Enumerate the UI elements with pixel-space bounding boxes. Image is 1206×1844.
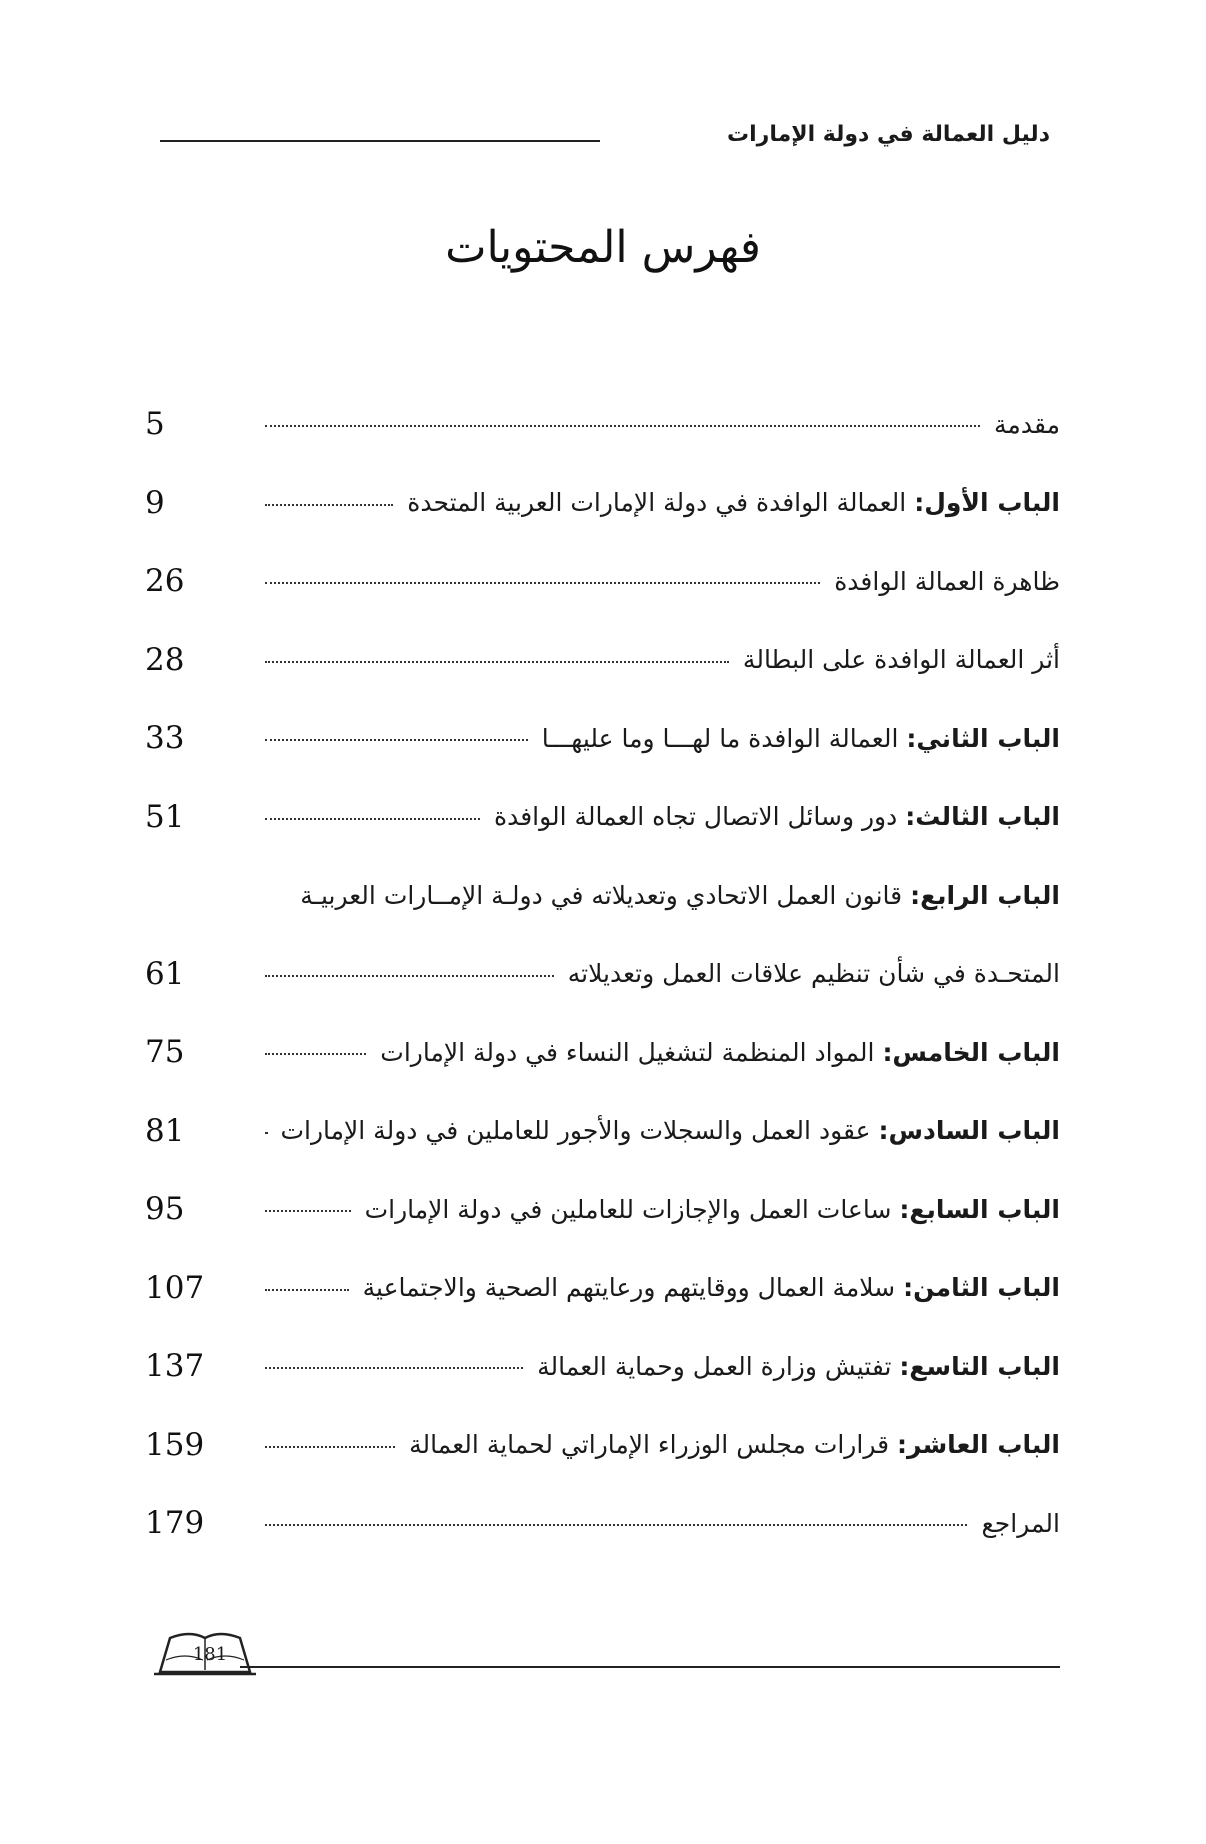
toc-row [140, 935, 1060, 1014]
toc-title: المتحـدة في شأن تنظيم علاقات العمل وتعديلاته [567, 959, 1060, 989]
toc-leader-dots [265, 1210, 351, 1212]
toc-row [140, 778, 1060, 857]
toc-page-number: 28 [145, 641, 185, 678]
toc-row [140, 1170, 1060, 1249]
toc-page-number: 5 [145, 406, 165, 443]
toc-title: العمالة الوافدة في دولة الإمارات العربية المتحدة [407, 488, 907, 518]
page-title: فهرس المحتويات [445, 222, 761, 273]
toc-chapter-label: الباب الأول: [914, 488, 1060, 518]
toc-row [140, 1406, 1060, 1485]
toc-chapter-label: الباب الرابع: [910, 880, 1060, 910]
toc-row [140, 1484, 1060, 1563]
toc-page-number: 61 [145, 955, 185, 992]
toc-title: تفتيش وزارة العمل وحماية العمالة [537, 1351, 892, 1381]
toc-row [140, 542, 1060, 621]
toc-page-number: 51 [145, 798, 185, 835]
page-number: 181 [192, 1644, 228, 1665]
toc-chapter-label: الباب الثاني: [906, 723, 1060, 753]
toc-row [140, 1249, 1060, 1328]
toc-page-number: 95 [145, 1191, 185, 1228]
toc-row [140, 621, 1060, 700]
toc-title: ساعات العمل والإجازات للعاملين في دولة الإمارات [364, 1194, 892, 1224]
toc-title: المراجع [981, 1508, 1060, 1538]
toc-row [140, 1013, 1060, 1092]
toc-leader-dots [265, 661, 729, 663]
toc-leader-dots [265, 1446, 395, 1448]
toc-leader-dots [265, 425, 980, 427]
header-title: دليل العمالة في دولة الإمارات [727, 122, 1050, 147]
toc-title: ظاهرة العمالة الوافدة [834, 566, 1060, 596]
toc-entry-text [994, 410, 1060, 439]
header-rule [160, 140, 600, 142]
toc-leader-dots [265, 739, 528, 741]
toc-row [140, 1327, 1060, 1406]
page-footer [150, 1622, 1060, 1682]
toc-page-number: 137 [145, 1348, 205, 1385]
toc-page-number: 179 [145, 1505, 205, 1542]
toc-chapter-label: الباب العاشر: [897, 1430, 1060, 1460]
running-header [150, 118, 1050, 158]
table-of-contents [140, 385, 1060, 1563]
toc-row [140, 699, 1060, 778]
toc-entry-text [365, 1195, 1060, 1224]
toc-entry-text [537, 1352, 1060, 1381]
toc-leader-dots [265, 1132, 266, 1134]
toc-leader-dots [265, 818, 480, 820]
toc-entry-text [380, 1038, 1060, 1067]
toc-title: أثر العمالة الوافدة على البطالة [742, 645, 1060, 675]
toc-chapter-label: الباب الثالث: [905, 802, 1060, 832]
toc-chapter-label: الباب السادس: [878, 1116, 1060, 1146]
toc-entry-text [140, 881, 1060, 910]
toc-title: دور وسائل الاتصال تجاه العمالة الوافدة [493, 802, 898, 832]
toc-entry-text [280, 1116, 1060, 1145]
toc-page-number: 33 [145, 720, 185, 757]
toc-row [140, 1092, 1060, 1171]
toc-row [140, 385, 1060, 464]
toc-page-number: 26 [145, 563, 185, 600]
toc-title: المواد المنظمة لتشغيل النساء في دولة الإمارات [380, 1037, 875, 1067]
toc-entry-text [407, 488, 1060, 517]
toc-chapter-label: الباب الخامس: [882, 1037, 1060, 1067]
toc-entry-text [542, 724, 1060, 753]
toc-title: سلامة العمال ووقايتهم ورعايتهم الصحية والاجتماعية [362, 1273, 896, 1303]
toc-page-number: 9 [145, 484, 165, 521]
toc-chapter-label: الباب التاسع: [899, 1351, 1060, 1381]
toc-entry-text [981, 1509, 1060, 1538]
toc-row [140, 464, 1060, 543]
toc-leader-dots [265, 1367, 523, 1369]
toc-title: العمالة الوافدة ما لهـــا وما عليهـــا [541, 723, 899, 753]
toc-row [140, 856, 1060, 935]
footer-rule [240, 1666, 1060, 1668]
toc-entry-text [834, 567, 1060, 596]
toc-title: قرارات مجلس الوزراء الإماراتي لحماية العمالة [409, 1430, 890, 1460]
toc-page-number: 75 [145, 1034, 185, 1071]
toc-page-number: 159 [145, 1426, 205, 1463]
toc-chapter-label: الباب السابع: [899, 1194, 1060, 1224]
toc-chapter-label: الباب الثامن: [903, 1273, 1060, 1303]
toc-leader-dots [265, 975, 554, 977]
toc-entry-text [568, 959, 1060, 988]
toc-entry-text [409, 1430, 1060, 1459]
toc-page-number: 81 [145, 1112, 185, 1149]
toc-leader-dots [265, 1289, 349, 1291]
toc-entry-text [743, 645, 1060, 674]
toc-leader-dots [265, 1524, 967, 1526]
toc-entry-text [363, 1273, 1060, 1302]
toc-title: عقود العمل والسجلات والأجور للعاملين في دولة الإمارات [280, 1116, 871, 1146]
toc-title: مقدمة [994, 409, 1060, 439]
toc-leader-dots [265, 1053, 366, 1055]
toc-title: قانون العمل الاتحادي وتعديلاته في دولـة الإمــارات العربيـة [300, 880, 903, 910]
toc-leader-dots [265, 504, 393, 506]
toc-leader-dots [265, 582, 820, 584]
toc-entry-text [494, 802, 1060, 831]
toc-page-number: 107 [145, 1269, 205, 1306]
